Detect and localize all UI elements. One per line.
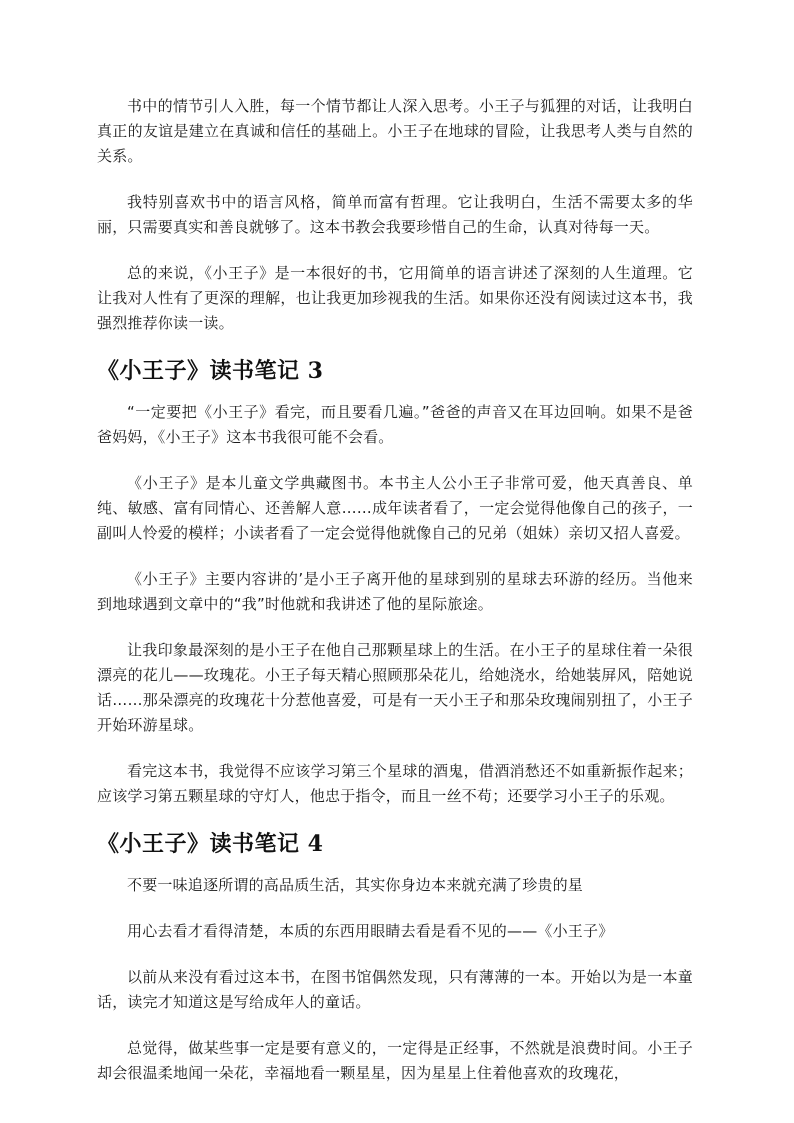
paragraph: 总觉得，做某些事一定是要有意义的，一定得是正经事，不然就是浪费时间。小王子却会很温柔地闻一朵花，幸福地看一颗星星，因为星星上住着他喜欢的玫瑰花， [97,1039,693,1082]
paragraph: 书中的情节引人入胜，每一个情节都让人深入思考。小王子与狐狸的对话，让我明白真正的友谊是建立在真诚和信任的基础上。小王子在地球的冒险，让我思考人类与自然的关系。 [97,97,693,165]
paragraph: 总的来说，《小王子》是一本很好的书，它用简单的语言讲述了深刻的人生道理。它让我对人性有了更深的理解，也让我更加珍视我的生活。如果你还没有阅读过这本书，我强烈推荐你读一读。 [97,264,693,332]
paragraph: 《小王子》是本儿童文学典藏图书。本书主人公小王子非常可爱，他天真善良、单纯、敏感、富有同情心、还善解人意……成年读者看了，一定会觉得他像自己的孩子，一副叫人怜爱的模样；小读者看了一定会觉得他就像自己的兄弟（姐妹）亲切又招人喜爱。 [97,474,693,542]
document-page [97,94,693,1107]
paragraph: 以前从来没有看过这本书，在图书馆偶然发现，只有薄薄的一本。开始以为是一本童话，读完才知道这是写给成年人的童话。 [97,968,693,1011]
paragraph: “一定要把《小王子》看完，而且要看几遍。”爸爸的声音又在耳边回响。如果不是爸爸妈妈，《小王子》这本书我很可能不会看。 [97,403,693,446]
paragraph: 《小王子》主要内容讲的’是小王子离开他的星球到别的星球去环游的经历。当他来到地球遇到文章中的“我”时他就和我讲述了他的星际旅途。 [97,570,693,613]
paragraph: 不要一味追逐所谓的高品质生活，其实你身边本来就充满了珍贵的星 [127,876,584,894]
paragraph: 看完这本书，我觉得不应该学习第三个星球的酒鬼，借酒消愁还不如重新振作起来；应该学习第五颗星球的守灯人，他忠于指令，而且一丝不苟；还要学习小王子的乐观。 [97,762,693,805]
section-heading-note-4: 《小王子》读书笔记 4 [97,831,324,857]
paragraph: 我特别喜欢书中的语言风格，简单而富有哲理。它让我明白，生活不需要太多的华丽，只需要真实和善良就够了。这本书教会我要珍惜自己的生命，认真对待每一天。 [97,193,693,236]
section-heading-note-3: 《小王子》读书笔记 3 [97,358,324,384]
paragraph: 用心去看才看得清楚，本质的东西用眼睛去看是看不见的——《小王子》 [127,922,614,940]
paragraph: 让我印象最深刻的是小王子在他自己那颗星球上的生活。在小王子的星球住着一朵很漂亮的花儿——玫瑰花。小王子每天精心照顾那朵花儿，给她浇水，给她装屏风，陪她说话……那朵漂亮的玫瑰花十分惹他喜爱，可是有一天小王子和那朵玫瑰闹别扭了，小王子开始环游星球。 [97,641,693,734]
